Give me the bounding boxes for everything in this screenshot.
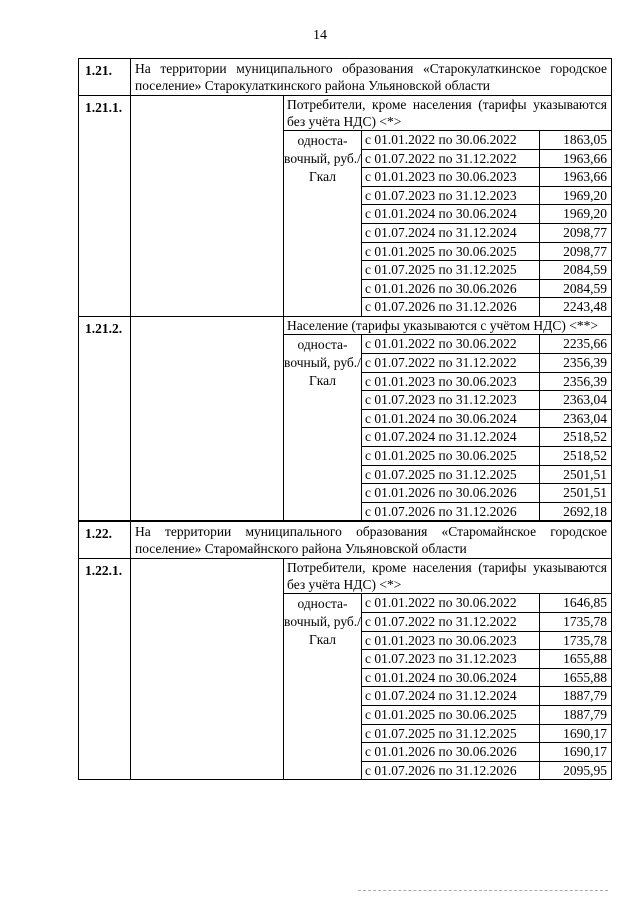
rate-period: с 01.07.2022 по 31.12.2022 bbox=[362, 354, 540, 372]
rate-row bbox=[362, 187, 611, 206]
section-row bbox=[78, 58, 612, 96]
subsection-body bbox=[284, 559, 611, 779]
rate-period: с 01.07.2022 по 31.12.2022 bbox=[362, 613, 540, 631]
rate-period: с 01.07.2025 по 31.12.2025 bbox=[362, 261, 540, 279]
rate-value: 2356,39 bbox=[563, 373, 607, 389]
rate-period: с 01.01.2022 по 30.06.2022 bbox=[362, 131, 540, 149]
rate-row bbox=[362, 280, 611, 299]
blank-cell bbox=[131, 96, 284, 316]
rate-row bbox=[362, 428, 611, 447]
rate-value: 2235,66 bbox=[563, 336, 607, 352]
rate-value: 1887,79 bbox=[563, 688, 607, 704]
rate-period: с 01.01.2023 по 30.06.2023 bbox=[362, 632, 540, 650]
rate-row bbox=[362, 725, 611, 744]
rate-row bbox=[362, 243, 611, 262]
rate-period: с 01.01.2022 по 30.06.2022 bbox=[362, 335, 540, 353]
rate-period: с 01.07.2026 по 31.12.2026 bbox=[362, 298, 540, 316]
blank-cell bbox=[131, 559, 284, 779]
rate-row bbox=[362, 131, 611, 150]
rate-value: 2363,04 bbox=[563, 410, 607, 426]
rates-block bbox=[284, 131, 611, 316]
rate-period: с 01.01.2024 по 30.06.2024 bbox=[362, 669, 540, 687]
rate-value: 2356,39 bbox=[563, 355, 607, 371]
rate-row bbox=[362, 168, 611, 187]
rate-value: 2518,52 bbox=[563, 448, 607, 463]
rate-row bbox=[362, 594, 611, 613]
rate-period: с 01.07.2026 по 31.12.2026 bbox=[362, 762, 540, 780]
subsection-row bbox=[78, 96, 612, 317]
section-row bbox=[78, 521, 612, 559]
rate-value: 2095,95 bbox=[563, 762, 607, 778]
rate-row bbox=[362, 447, 611, 466]
rate-value: 2363,04 bbox=[563, 392, 607, 408]
rate-row bbox=[362, 391, 611, 410]
rate-period: с 01.07.2024 по 31.12.2024 bbox=[362, 224, 540, 242]
rate-unit: односта-вочный, руб./Гкал bbox=[284, 335, 362, 520]
rate-value: 1646,85 bbox=[563, 595, 607, 611]
subsection-number: 1.22.1. bbox=[79, 559, 131, 779]
rate-value: 1863,05 bbox=[563, 132, 607, 147]
rate-value: 1690,17 bbox=[563, 744, 607, 760]
rate-value: 2692,18 bbox=[563, 503, 607, 519]
rate-period: с 01.01.2025 по 30.06.2025 bbox=[362, 447, 540, 465]
rate-period: с 01.01.2022 по 30.06.2022 bbox=[362, 594, 540, 612]
rate-period: с 01.01.2025 по 30.06.2025 bbox=[362, 243, 540, 261]
rate-list bbox=[362, 335, 611, 520]
rate-row bbox=[362, 484, 611, 503]
rate-value: 1963,66 bbox=[563, 169, 607, 185]
section-number: 1.22. bbox=[79, 522, 131, 558]
rate-period: с 01.07.2023 по 31.12.2023 bbox=[362, 650, 540, 668]
rate-row bbox=[362, 669, 611, 688]
rate-value: 2098,77 bbox=[563, 224, 607, 240]
subsection-body bbox=[284, 317, 611, 520]
rate-period: с 01.01.2026 по 30.06.2026 bbox=[362, 484, 540, 502]
subsection-number: 1.21.1. bbox=[79, 96, 131, 316]
rate-row bbox=[362, 743, 611, 762]
rate-period: с 01.01.2026 по 30.06.2026 bbox=[362, 280, 540, 298]
page-number: 14 bbox=[313, 28, 327, 43]
rate-period: с 01.01.2024 по 30.06.2024 bbox=[362, 410, 540, 428]
rate-value: 1735,78 bbox=[563, 632, 607, 648]
rate-row bbox=[362, 503, 611, 521]
rate-row bbox=[362, 373, 611, 392]
rate-value: 2098,77 bbox=[563, 243, 607, 259]
rate-value: 2501,51 bbox=[563, 485, 607, 501]
rate-value: 2243,48 bbox=[563, 299, 607, 315]
rate-value: 2084,59 bbox=[563, 280, 607, 296]
rate-row bbox=[362, 687, 611, 706]
rates-block bbox=[284, 594, 611, 779]
rate-row bbox=[362, 354, 611, 373]
rate-row bbox=[362, 410, 611, 429]
rate-period: с 01.07.2023 по 31.12.2023 bbox=[362, 187, 540, 205]
section-number: 1.21. bbox=[79, 59, 131, 95]
footer-divider bbox=[358, 890, 608, 891]
rate-value: 2501,51 bbox=[563, 466, 607, 482]
rate-value: 1735,78 bbox=[563, 613, 607, 629]
subsection-row bbox=[78, 559, 612, 780]
section-title: На территории муниципального образования «Старомайнское городское поселение» Старомайнского района Ульяновской области bbox=[135, 524, 607, 556]
rate-value: 1690,17 bbox=[563, 725, 607, 741]
rate-value: 1969,20 bbox=[563, 187, 607, 203]
rate-row bbox=[362, 613, 611, 632]
rate-row bbox=[362, 762, 611, 780]
rate-row bbox=[362, 706, 611, 725]
subsection-body bbox=[284, 96, 611, 316]
rate-row bbox=[362, 261, 611, 280]
subsection-number: 1.21.2. bbox=[79, 317, 131, 520]
rate-period: с 01.01.2023 по 30.06.2023 bbox=[362, 168, 540, 186]
section-title: На территории муниципального образования «Старокулаткинское городское поселение» Старокулаткинского района Ульяновской области bbox=[135, 61, 607, 93]
rate-value: 1969,20 bbox=[563, 206, 607, 222]
rate-period: с 01.01.2026 по 30.06.2026 bbox=[362, 743, 540, 761]
rate-value: 1887,79 bbox=[563, 706, 607, 722]
rate-row bbox=[362, 150, 611, 169]
rate-row bbox=[362, 298, 611, 316]
rate-row bbox=[362, 335, 611, 354]
rate-period: с 01.07.2026 по 31.12.2026 bbox=[362, 503, 540, 521]
rate-period: с 01.01.2023 по 30.06.2023 bbox=[362, 373, 540, 391]
rate-period: с 01.07.2025 по 31.12.2025 bbox=[362, 725, 540, 743]
rate-value: 1655,88 bbox=[563, 669, 607, 685]
rate-period: с 01.01.2024 по 30.06.2024 bbox=[362, 205, 540, 223]
subsection-row bbox=[78, 317, 612, 521]
rate-row bbox=[362, 466, 611, 485]
rate-row bbox=[362, 205, 611, 224]
rate-period: с 01.07.2022 по 31.12.2022 bbox=[362, 150, 540, 168]
tariff-table bbox=[78, 58, 612, 780]
rate-value: 1963,66 bbox=[563, 150, 607, 166]
subsection-description: Потребители, кроме населения (тарифы указываются без учёта НДС) <*> bbox=[284, 96, 611, 131]
rate-value: 2518,52 bbox=[563, 429, 607, 445]
rate-list bbox=[362, 594, 611, 779]
rate-period: с 01.07.2024 по 31.12.2024 bbox=[362, 687, 540, 705]
rate-row bbox=[362, 650, 611, 669]
rate-row bbox=[362, 224, 611, 243]
rate-period: с 01.07.2025 по 31.12.2025 bbox=[362, 466, 540, 484]
rate-unit: односта-вочный, руб./Гкал bbox=[284, 131, 362, 316]
rate-period: с 01.01.2025 по 30.06.2025 bbox=[362, 706, 540, 724]
blank-cell bbox=[131, 317, 284, 520]
subsection-description: Население (тарифы указываются с учётом НДС) <**> bbox=[284, 317, 611, 336]
rate-unit: односта-вочный, руб./Гкал bbox=[284, 594, 362, 779]
rate-period: с 01.07.2023 по 31.12.2023 bbox=[362, 391, 540, 409]
rates-block bbox=[284, 335, 611, 520]
rate-value: 2084,59 bbox=[563, 262, 607, 278]
rate-value: 1655,88 bbox=[563, 651, 607, 667]
rate-list bbox=[362, 131, 611, 316]
rate-row bbox=[362, 632, 611, 651]
rate-period: с 01.07.2024 по 31.12.2024 bbox=[362, 428, 540, 446]
subsection-description: Потребители, кроме населения (тарифы указываются без учёта НДС) <*> bbox=[284, 559, 611, 594]
